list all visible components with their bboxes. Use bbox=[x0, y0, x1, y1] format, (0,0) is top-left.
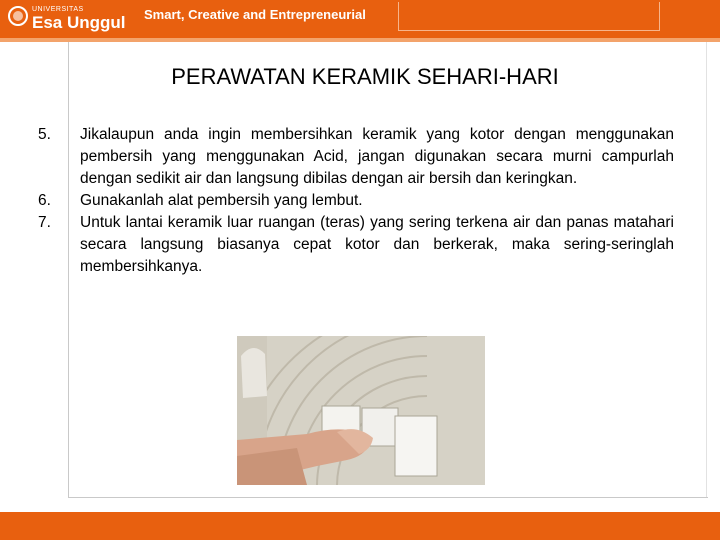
list-item bbox=[38, 190, 674, 212]
list-item bbox=[38, 124, 674, 190]
banner-stripe bbox=[0, 38, 720, 42]
list-item-number: 6. bbox=[38, 192, 51, 209]
header-banner bbox=[0, 0, 720, 38]
list-item-number: 7. bbox=[38, 214, 51, 231]
tile-installation-photo bbox=[237, 336, 485, 485]
frame-line-bottom bbox=[68, 497, 708, 498]
list-item-text: Gunakanlah alat pembersih yang lembut. bbox=[80, 192, 363, 209]
banner-decoration bbox=[398, 2, 660, 31]
logo-small-text: UNIVERSITAS bbox=[32, 6, 84, 13]
frame-line-right bbox=[706, 42, 707, 497]
logo-name: Esa Unggul bbox=[32, 13, 126, 32]
tagline: Smart, Creative and Entrepreneurial bbox=[144, 7, 366, 22]
list-item-number: 5. bbox=[38, 126, 51, 143]
list-item-text: Untuk lantai keramik luar ruangan (teras) yang sering terkena air dan panas matahari secara langsung biasanya cepat kotor dan berkerak, maka sering-seringlah membersihkanya. bbox=[80, 214, 674, 275]
content-list bbox=[38, 124, 674, 278]
logo-emblem-icon bbox=[8, 6, 28, 26]
list-item bbox=[38, 212, 674, 278]
university-logo bbox=[6, 4, 130, 34]
footer-bar bbox=[0, 512, 720, 540]
list-item-text: Jikalaupun anda ingin membersihkan keramik yang kotor dengan menggunakan pembersih yang menggunakan Acid, jangan digunakan secara murni campurlah dengan sedikit air dan langsung dibilas dengan air bersih dan keringkan. bbox=[80, 126, 674, 187]
slide-title: PERAWATAN KERAMIK SEHARI-HARI bbox=[171, 64, 559, 89]
